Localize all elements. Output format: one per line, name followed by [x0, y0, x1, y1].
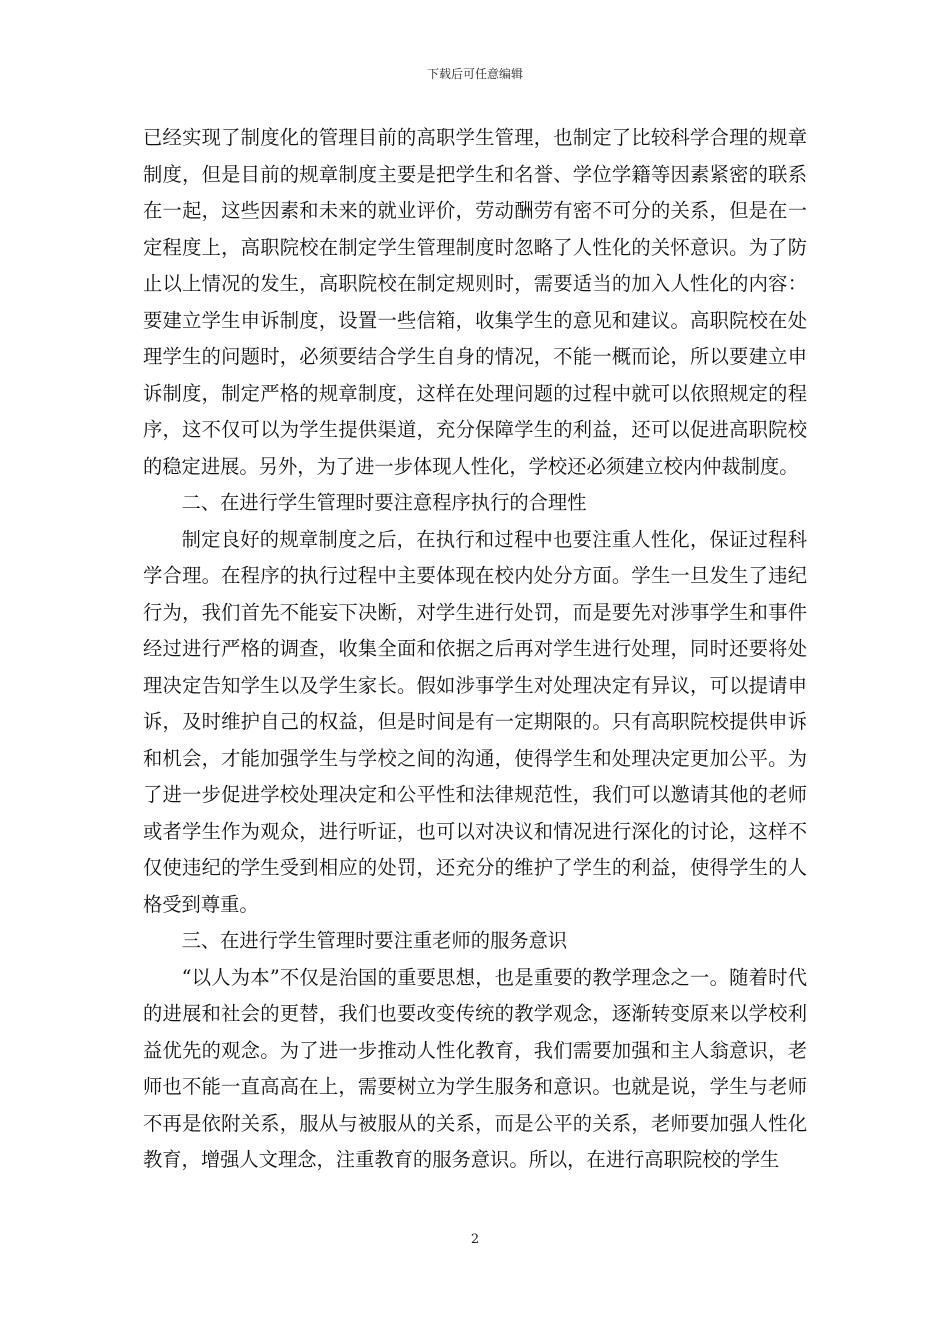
- section-heading-2: 二、在进行学生管理时要注意程序执行的合理性: [181, 491, 587, 514]
- page-header: 下载后可任意编辑: [426, 67, 523, 81]
- paragraph-service: “以人为本”不仅是治国的重要思想，也是重要的教学理念之一。随着时代的进展和社会的更替，我们也要改变传统的教学观念，逐渐转变原来以学校利益优先的观念。为了进一步推动人性化教育，我们需要加强和主人翁意识，老师也不能一直高高在上，需要树立为学生服务和意识。也就是说，学生与老师不再是依附关系，服从与被服从的关系，而是公平的关系，老师要加强人性化教育，增强人文理念，注重教育的服务意识。所以，在进行高职院校的学生: [143, 965, 807, 1171]
- paragraph-procedure: 制定良好的规章制度之后，在执行和过程中也要注重人性化，保证过程科学合理。在程序的执行过程中主要体现在校内处分方面。学生一旦发生了违纪行为，我们首先不能妄下决断，对学生进行处罚，而是要先对涉事学生和事件经过进行严格的调查，收集全面和依据之后再对学生进行处理，同时还要将处理决定告知学生以及学生家长。假如涉事学生对处理决定有异议，可以提请申诉，及时维护自己的权益，但是时间是有一定期限的。只有高职院校提供申诉和机会，才能加强学生与学校之间的沟通，使得学生和处理决定更加公平。为了进一步促进学校处理决定和公平性和法律规范性，我们可以邀请其他的老师或者学生作为观众，进行听证，也可以对决议和情况进行深化的讨论，这样不仅使违纪的学生受到相应的处罚，还充分的维护了学生的利益，使得学生的人格受到尊重。: [143, 527, 807, 916]
- paragraph-continued: 已经实现了制度化的管理目前的高职学生管理，也制定了比较科学合理的规章制度，但是目前的规章制度主要是把学生和名誉、学位学籍等因素紧密的联系在一起，这些因素和未来的就业评价，劳动酬劳有密不可分的关系，但是在一定程度上，高职院校在制定学生管理制度时忽略了人性化的关怀意识。为了防止以上情况的发生，高职院校在制定规则时，需要适当的加入人性化的内容：要建立学生申诉制度，设置一些信箱，收集学生的意见和建议。高职院校在处理学生的问题时，必须要结合学生自身的情况，不能一概而论，所以要建立申诉制度，制定严格的规章制度，这样在处理问题的过程中就可以依照规定的程序，这不仅可以为学生提供渠道，充分保障学生的利益，还可以促进高职院校的稳定进展。另外，为了进一步体现人性化，学校还必须建立校内仲裁制度。: [143, 126, 807, 478]
- section-heading-3: 三、在进行学生管理时要注重老师的服务意识: [181, 929, 568, 952]
- document-body: [143, 120, 807, 1179]
- page-number: 2: [470, 1232, 480, 1247]
